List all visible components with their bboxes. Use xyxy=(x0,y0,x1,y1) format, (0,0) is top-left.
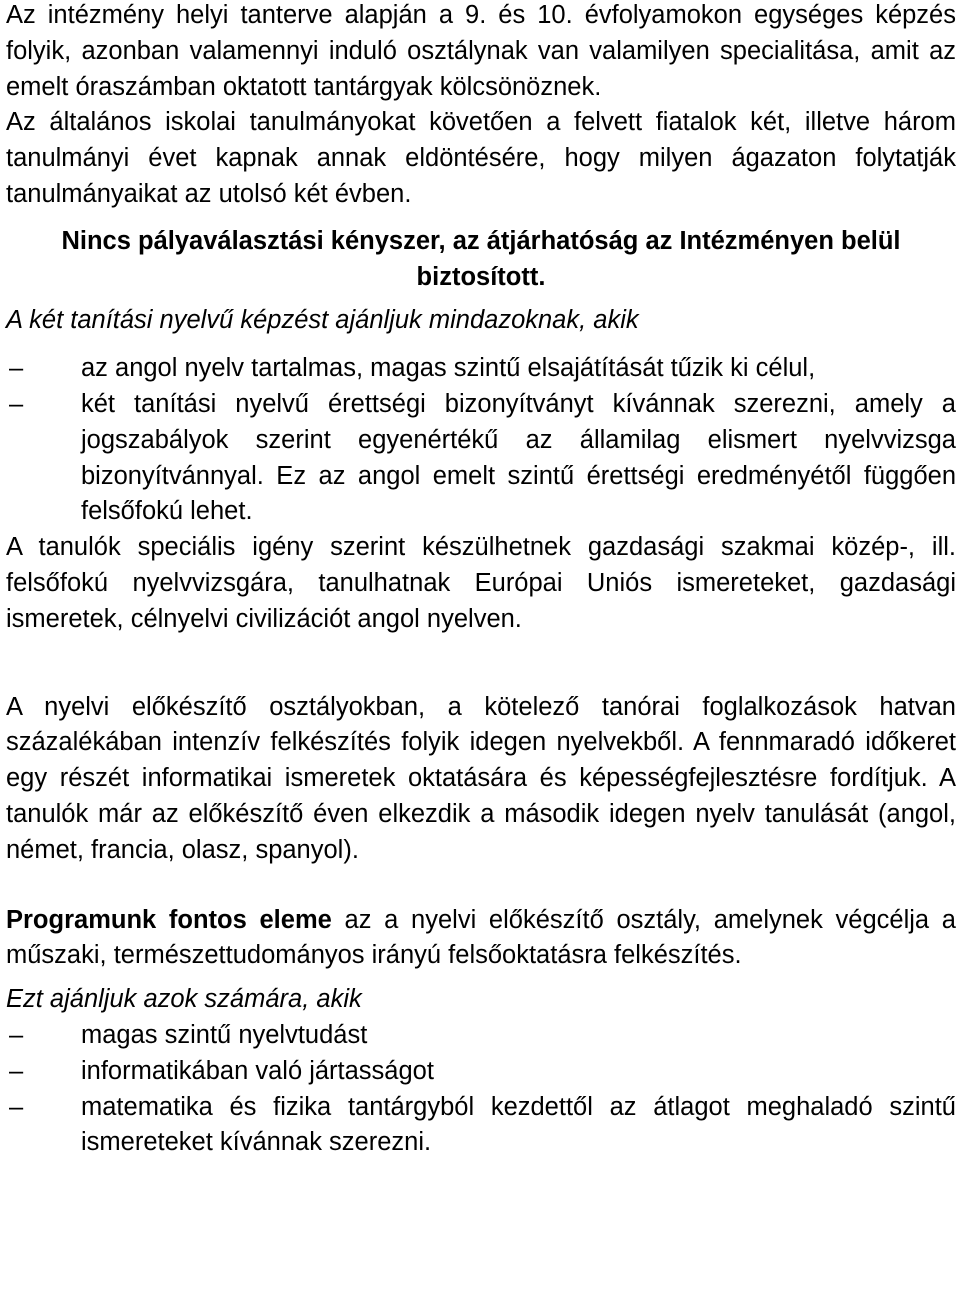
intro-bilingual: A két tanítási nyelvű képzést ajánljuk mindazoknak, akik xyxy=(6,306,639,335)
program-rest: az a nyelvi előkészítő osztály, amelynek végcélja a műszaki, természettudományos irányú felsőoktatásra felkészítés. xyxy=(6,905,956,970)
dash-bullet: – xyxy=(9,1020,24,1049)
paragraph-general-school: Az általános iskolai tanulmányokat követően a felvett fiatalok két, illetve három tanulmányi évet kapnak annak eldöntésére, hogy milyen ágazaton folytatják tanulmányaikat az utolsó két évben. xyxy=(6,108,956,208)
intro-recommend: Ezt ajánljuk azok számára, akik xyxy=(6,985,362,1014)
paragraph-special-needs: A tanulók speciális igény szerint készülhetnek gazdasági szakmai közép-, ill. felsőfokú nyelvvizsgára, tanulhatnak Európai Uniós ismereteket, gazdasági ismeretek, célnyelvi civilizációt angol nyelven. xyxy=(6,533,956,633)
dash-bullet: – xyxy=(9,1056,24,1085)
dash-bullet: – xyxy=(9,354,24,383)
paragraph-curriculum: Az intézmény helyi tanterve alapján a 9. és 10. évfolyamokon egységes képzés folyik, azonban valamennyi induló osztálynak van valamilyen specialitása, amit az emelt óraszámban oktatott tantárgyak kölcsönöznek. xyxy=(6,1,956,101)
highlight-statement: Nincs pályaválasztási kényszer, az átjárhatóság az Intézményen belül biztosított. xyxy=(61,226,901,291)
list-item-text: az angol nyelv tartalmas, magas szintű elsajátítását tűzik ki célul, xyxy=(81,354,816,383)
recommend-list xyxy=(6,1018,956,1161)
list-item xyxy=(6,1018,956,1054)
document-page xyxy=(6,0,956,1161)
dash-bullet: – xyxy=(9,1092,24,1121)
list-item-text: informatikában való jártasságot xyxy=(81,1056,434,1085)
list-item xyxy=(6,351,956,387)
paragraph-preparatory: A nyelvi előkészítő osztályokban, a kötelező tanórai foglalkozások hatvan százalékában intenzív felkészítés folyik idegen nyelvekből. A fennmaradó időkeret egy részét informatikai ismeretek oktatására és képességfejlesztésre fordítjuk. A tanulók már az előkészítő éven elkezdik a második idegen nyelv tanulását (angol, német, francia, olasz, spanyol). xyxy=(6,692,956,864)
list-item xyxy=(6,1090,956,1162)
list-item-text: magas szintű nyelvtudást xyxy=(81,1020,368,1049)
list-item xyxy=(6,387,956,530)
list-item xyxy=(6,1054,956,1090)
list-item-text: matematika és fizika tantárgyból kezdettől az átlagot meghaladó szintű ismereteket kívánnak szerezni. xyxy=(81,1092,956,1157)
dash-bullet: – xyxy=(9,389,24,418)
list-item-text: két tanítási nyelvű érettségi bizonyítványt kívánnak szerezni, amely a jogszabályok szerint egyenértékű az államilag elismert nyelvvizsga bizonyítvánnyal. Ez az angol emelt szintű érettségi eredményétől függően felsőfokú lehet. xyxy=(81,389,956,526)
bilingual-list xyxy=(6,351,956,530)
program-bold-lead: Programunk fontos eleme xyxy=(6,905,332,934)
paragraph-program xyxy=(6,903,956,975)
